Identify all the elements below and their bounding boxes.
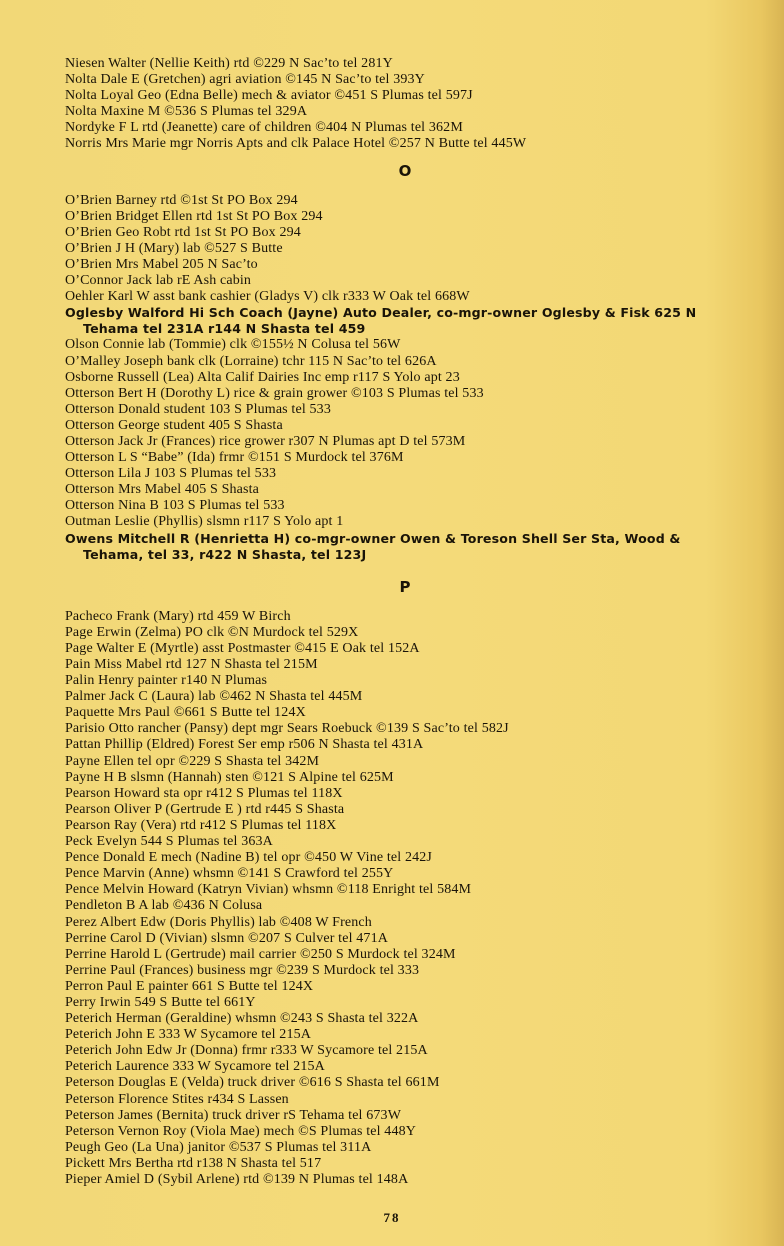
directory-entry: Perrine Carol D (Vivian) slsmn ©207 S Culver tel 471A bbox=[65, 930, 388, 946]
directory-entry: Payne Ellen tel opr ©229 S Shasta tel 342M bbox=[65, 753, 320, 769]
directory-entry: Peterich John E 333 W Sycamore tel 215A bbox=[65, 1027, 312, 1043]
directory-entry: Page Erwin (Zelma) PO clk ©N Murdock tel 529X bbox=[65, 624, 359, 640]
directory-entry: Outman Leslie (Phyllis) slsmn r117 S Yolo apt 1 bbox=[65, 514, 344, 530]
directory-entry: Otterson L S “Babe” (Ida) frmr ©151 S Murdock tel 376M bbox=[65, 450, 404, 466]
directory-entry: Pacheco Frank (Mary) rtd 459 W Birch bbox=[65, 608, 291, 624]
directory-entry: Palmer Jack C (Laura) lab ©462 N Shasta tel 445M bbox=[65, 689, 363, 705]
directory-entry: Peterich John Edw Jr (Donna) frmr r333 W Sycamore tel 215A bbox=[65, 1043, 428, 1059]
directory-entry: Pearson Oliver P (Gertrude E ) rtd r445 S Shasta bbox=[65, 801, 345, 817]
section-letter-o: O bbox=[398, 161, 412, 180]
directory-entry: Peterson Florence Stites r434 S Lassen bbox=[65, 1091, 289, 1107]
directory-entry: Peterich Laurence 333 W Sycamore tel 215A bbox=[65, 1059, 325, 1075]
directory-entry: Owens Mitchell R (Henrietta H) co-mgr-owner Owen & Toreson Shell Ser Sta, Wood & Tehama, tel 33, r422 N Shasta, tel 123J bbox=[65, 530, 681, 562]
directory-entry: Otterson Lila J 103 S Plumas tel 533 bbox=[65, 466, 277, 482]
directory-entry: Norris Mrs Marie mgr Norris Apts and clk Palace Hotel ©257 N Butte tel 445W bbox=[65, 136, 527, 152]
directory-entry: Pendleton B A lab ©436 N Colusa bbox=[65, 898, 263, 914]
section-n bbox=[65, 56, 745, 153]
directory-entry: Otterson Mrs Mabel 405 S Shasta bbox=[65, 482, 260, 498]
directory-entry: Peterson James (Bernita) truck driver rS Tehama tel 673W bbox=[65, 1107, 402, 1123]
directory-entry: Payne H B slsmn (Hannah) sten ©121 S Alpine tel 625M bbox=[65, 769, 394, 785]
directory-entry: Peugh Geo (La Una) janitor ©537 S Plumas tel 311A bbox=[65, 1139, 372, 1155]
directory-entry: Pence Donald E mech (Nadine B) tel opr ©450 W Vine tel 242J bbox=[65, 850, 433, 866]
directory-entry: Otterson George student 405 S Shasta bbox=[65, 417, 283, 433]
directory-entry: Otterson Donald student 103 S Plumas tel 533 bbox=[65, 401, 331, 417]
directory-entry: Otterson Bert H (Dorothy L) rice & grain grower ©103 S Plumas tel 533 bbox=[65, 385, 484, 401]
directory-entry: Oglesby Walford Hi Sch Coach (Jayne) Auto Dealer, co-mgr-owner Oglesby & Fisk 625 N Tehama tel 231A r144 N Shasta tel 459 bbox=[65, 305, 697, 337]
directory-entry: Peterich Herman (Geraldine) whsmn ©243 S Shasta tel 322A bbox=[65, 1011, 419, 1027]
directory-entry: Perrine Paul (Frances) business mgr ©239 S Murdock tel 333 bbox=[65, 962, 420, 978]
directory-page bbox=[65, 56, 745, 1188]
directory-entry: Perrine Harold L (Gertrude) mail carrier ©250 S Murdock tel 324M bbox=[65, 946, 456, 962]
directory-entry: Olson Connie lab (Tommie) clk ©155½ N Colusa tel 56W bbox=[65, 337, 401, 353]
directory-entry: Otterson Nina B 103 S Plumas tel 533 bbox=[65, 498, 285, 514]
section-p bbox=[65, 609, 745, 1188]
directory-entry: Nordyke F L rtd (Jeanette) care of children ©404 N Plumas tel 362M bbox=[65, 120, 463, 136]
directory-entry: O’Brien J H (Mary) lab ©527 S Butte bbox=[65, 240, 283, 256]
directory-entry: Perry Irwin 549 S Butte tel 661Y bbox=[65, 994, 256, 1010]
directory-entry: Nolta Dale E (Gretchen) agri aviation ©145 N Sac’to tel 393Y bbox=[65, 72, 425, 88]
directory-entry: O’Connor Jack lab rE Ash cabin bbox=[65, 273, 252, 289]
directory-entry: Page Walter E (Myrtle) asst Postmaster ©415 E Oak tel 152A bbox=[65, 640, 420, 656]
directory-entry: Palin Henry painter r140 N Plumas bbox=[65, 673, 268, 689]
directory-entry: Nolta Loyal Geo (Edna Belle) mech & aviator ©451 S Plumas tel 597J bbox=[65, 88, 473, 104]
directory-entry: O’Brien Mrs Mabel 205 N Sac’to bbox=[65, 256, 258, 272]
directory-entry: Pickett Mrs Bertha rtd r138 N Shasta tel 517 bbox=[65, 1155, 322, 1171]
directory-entry: Pearson Ray (Vera) rtd r412 S Plumas tel 118X bbox=[65, 817, 337, 833]
directory-entry: Pattan Phillip (Eldred) Forest Ser emp r506 N Shasta tel 431A bbox=[65, 737, 424, 753]
directory-entry: Niesen Walter (Nellie Keith) rtd ©229 N Sac’to tel 281Y bbox=[65, 56, 393, 71]
directory-entry: Peck Evelyn 544 S Plumas tel 363A bbox=[65, 834, 273, 850]
directory-entry: Parisio Otto rancher (Pansy) dept mgr Sears Roebuck ©139 S Sac’to tel 582J bbox=[65, 721, 509, 737]
directory-entry: Osborne Russell (Lea) Alta Calif Dairies Inc emp r117 S Yolo apt 23 bbox=[65, 369, 460, 385]
directory-entry: Otterson Jack Jr (Frances) rice grower r307 N Plumas apt D tel 573M bbox=[65, 433, 466, 449]
directory-entry: Pence Marvin (Anne) whsmn ©141 S Crawford tel 255Y bbox=[65, 866, 394, 882]
directory-entry: Pence Melvin Howard (Katryn Vivian) whsmn ©118 Enright tel 584M bbox=[65, 882, 472, 898]
directory-entry: Peterson Douglas E (Velda) truck driver ©616 S Shasta tel 661M bbox=[65, 1075, 440, 1091]
directory-entry: Pain Miss Mabel rtd 127 N Shasta tel 215M bbox=[65, 657, 318, 672]
directory-entry: Perron Paul E painter 661 S Butte tel 124X bbox=[65, 978, 314, 994]
directory-entry: Pieper Amiel D (Sybil Arlene) rtd ©139 N Plumas tel 148A bbox=[65, 1172, 409, 1187]
directory-entry: Peterson Vernon Roy (Viola Mae) mech ©S Plumas tel 448Y bbox=[65, 1123, 417, 1139]
directory-entry: Oehler Karl W asst bank cashier (Gladys V) clk r333 W Oak tel 668W bbox=[65, 289, 470, 305]
directory-entry: Perez Albert Edw (Doris Phyllis) lab ©408 W French bbox=[65, 914, 372, 930]
directory-entry: O’Brien Barney rtd ©1st St PO Box 294 bbox=[65, 192, 298, 208]
directory-entry: Nolta Maxine M ©536 S Plumas tel 329A bbox=[65, 104, 308, 120]
section-o bbox=[65, 193, 745, 563]
directory-entry: O’Brien Geo Robt rtd 1st St PO Box 294 bbox=[65, 224, 301, 240]
directory-entry: Paquette Mrs Paul ©661 S Butte tel 124X bbox=[65, 705, 306, 721]
page-number: 78 bbox=[383, 1210, 401, 1225]
section-letter-p: P bbox=[399, 577, 411, 596]
directory-entry: O’Brien Bridget Ellen rtd 1st St PO Box 294 bbox=[65, 208, 323, 224]
directory-entry: Pearson Howard sta opr r412 S Plumas tel 118X bbox=[65, 785, 343, 801]
directory-entry: O’Malley Joseph bank clk (Lorraine) tchr 115 N Sac’to tel 626A bbox=[65, 353, 437, 369]
